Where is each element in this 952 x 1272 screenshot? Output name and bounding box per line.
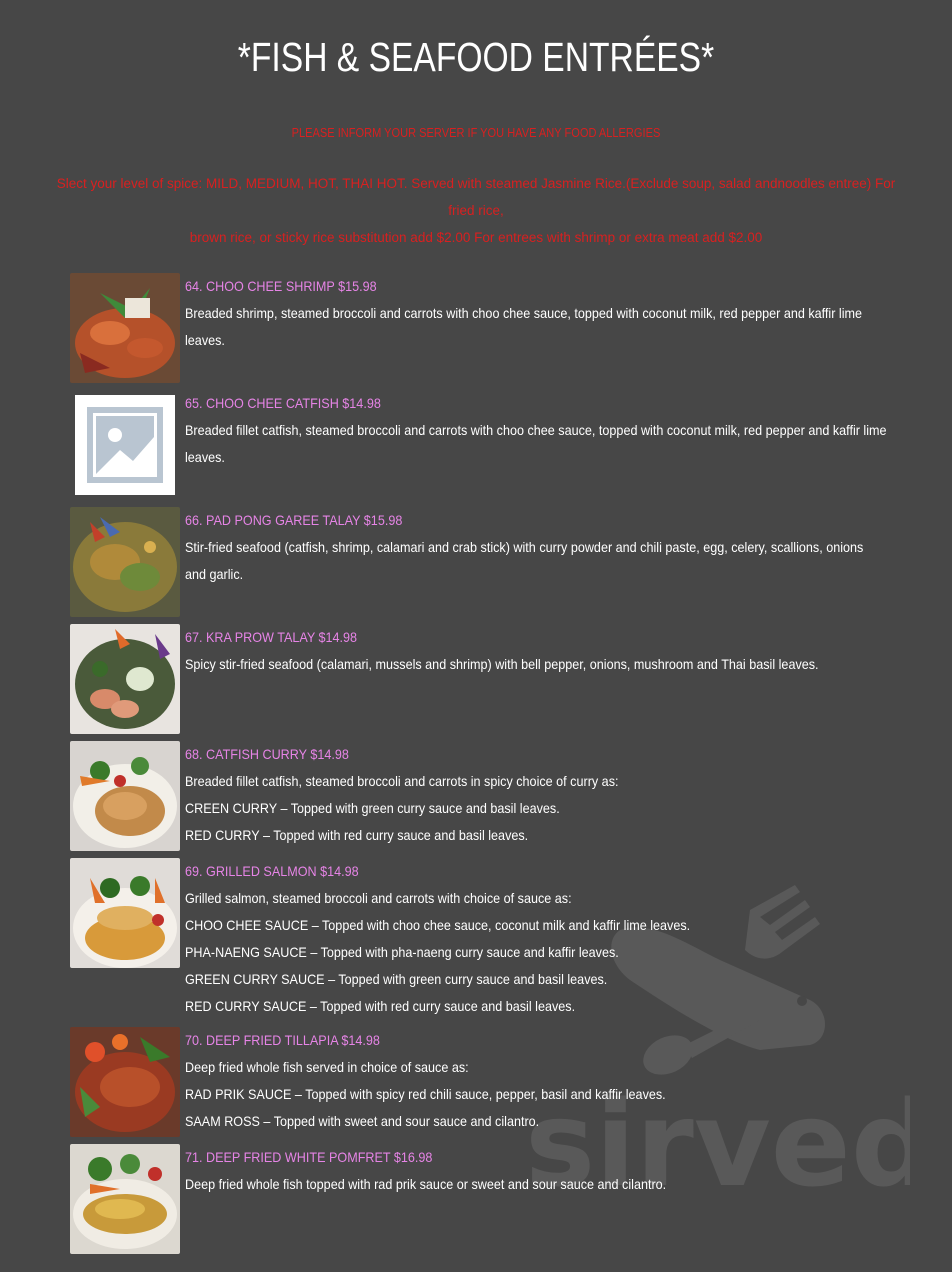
menu-item-name: 64. CHOO CHEE SHRIMP $15.98 bbox=[185, 278, 377, 294]
menu-item-description: Breaded shrimp, steamed broccoli and carrots with choo chee sauce, topped with coconut milk, red pepper and kaffir lime bbox=[185, 305, 863, 321]
image-placeholder-icon bbox=[70, 390, 180, 500]
menu-item-description: Breaded fillet catfish, steamed broccoli and carrots with choo chee sauce, topped with coconut milk, red pepper and kaffir lime bbox=[185, 422, 887, 438]
dish-photo bbox=[70, 624, 180, 734]
menu-item-name: 69. GRILLED SALMON $14.98 bbox=[185, 863, 359, 879]
dish-photo bbox=[70, 507, 180, 617]
menu-item-name: 70. DEEP FRIED TILLAPIA $14.98 bbox=[185, 1032, 380, 1048]
menu-item-text bbox=[185, 507, 885, 588]
menu-item-name: 65. CHOO CHEE CATFISH $14.98 bbox=[185, 395, 381, 411]
menu-item-name: 66. PAD PONG GAREE TALAY $15.98 bbox=[185, 512, 403, 528]
menu-item-description: Stir-fried seafood (catfish, shrimp, calamari and crab stick) with curry powder and chili paste, egg, celery, scallions, onions bbox=[185, 539, 864, 555]
menu-item-description: CREEN CURRY – Topped with green curry sauce and basil leaves. bbox=[185, 800, 560, 816]
menu-item-text bbox=[185, 390, 885, 471]
menu-item-text bbox=[185, 1027, 885, 1135]
menu-item-name: 68. CATFISH CURRY $14.98 bbox=[185, 746, 349, 762]
menu-item-text bbox=[185, 741, 885, 849]
menu-item-description: Breaded fillet catfish, steamed broccoli and carrots in spicy choice of curry as: bbox=[185, 773, 619, 789]
spice-note-line-2: brown rice, or sticky rice substitution add $2.00 For entrees with shrimp or extra meat add $2.00 bbox=[189, 230, 763, 245]
menu-item-text bbox=[185, 624, 885, 678]
menu-item-description: leaves. bbox=[185, 332, 225, 348]
dish-photo bbox=[70, 1027, 180, 1137]
dish-photo bbox=[70, 273, 180, 383]
allergy-note: PLEASE INFORM YOUR SERVER IF YOU HAVE ANY FOOD ALLERGIES bbox=[291, 125, 661, 140]
menu-item-text bbox=[185, 273, 885, 354]
menu-item-description: Spicy stir-fried seafood (calamari, mussels and shrimp) with bell pepper, onions, mushroom and Thai basil leaves. bbox=[185, 656, 819, 672]
menu-item-name: 71. DEEP FRIED WHITE POMFRET $16.98 bbox=[185, 1149, 433, 1165]
menu-item-description: CHOO CHEE SAUCE – Topped with choo chee sauce, coconut milk and kaffir lime leaves. bbox=[185, 917, 691, 933]
menu-item-description: Grilled salmon, steamed broccoli and carrots with choice of sauce as: bbox=[185, 890, 572, 906]
menu-item-text bbox=[185, 858, 885, 1020]
spice-note-line-1: Slect your level of spice: MILD, MEDIUM, HOT, THAI HOT. Served with steamed Jasmine Rice.(Exclude soup, salad andnoodles entree) For fried rice, bbox=[56, 176, 896, 218]
menu-item-description: Deep fried whole fish topped with rad prik sauce or sweet and sour sauce and cilantro. bbox=[185, 1176, 667, 1192]
menu-item-description: PHA-NAENG SAUCE – Topped with pha-naeng curry sauce and kaffir leaves. bbox=[185, 944, 619, 960]
dish-photo bbox=[70, 741, 180, 851]
spice-note bbox=[50, 170, 902, 251]
menu-item-name: 67. KRA PROW TALAY $14.98 bbox=[185, 629, 358, 645]
watermark-text: sirved bbox=[525, 1075, 910, 1200]
menu-item-description: RED CURRY SAUCE – Topped with red curry sauce and basil leaves. bbox=[185, 998, 576, 1014]
page-title: *FISH & SEAFOOD ENTRÉES* bbox=[237, 34, 715, 80]
menu-item-description: SAAM ROSS – Topped with sweet and sour sauce and cilantro. bbox=[185, 1113, 540, 1129]
menu-item-description: GREEN CURRY SAUCE – Topped with green curry sauce and basil leaves. bbox=[185, 971, 608, 987]
menu-item-description: leaves. bbox=[185, 449, 225, 465]
dish-photo bbox=[70, 858, 180, 968]
menu-item-text bbox=[185, 1144, 885, 1198]
dish-photo bbox=[70, 1144, 180, 1254]
menu-item-description: RAD PRIK SAUCE – Topped with spicy red chili sauce, pepper, basil and kaffir leaves. bbox=[185, 1086, 666, 1102]
menu-item-description: Deep fried whole fish served in choice of sauce as: bbox=[185, 1059, 469, 1075]
menu-item-description: RED CURRY – Topped with red curry sauce and basil leaves. bbox=[185, 827, 529, 843]
menu-item-description: and garlic. bbox=[185, 566, 244, 582]
